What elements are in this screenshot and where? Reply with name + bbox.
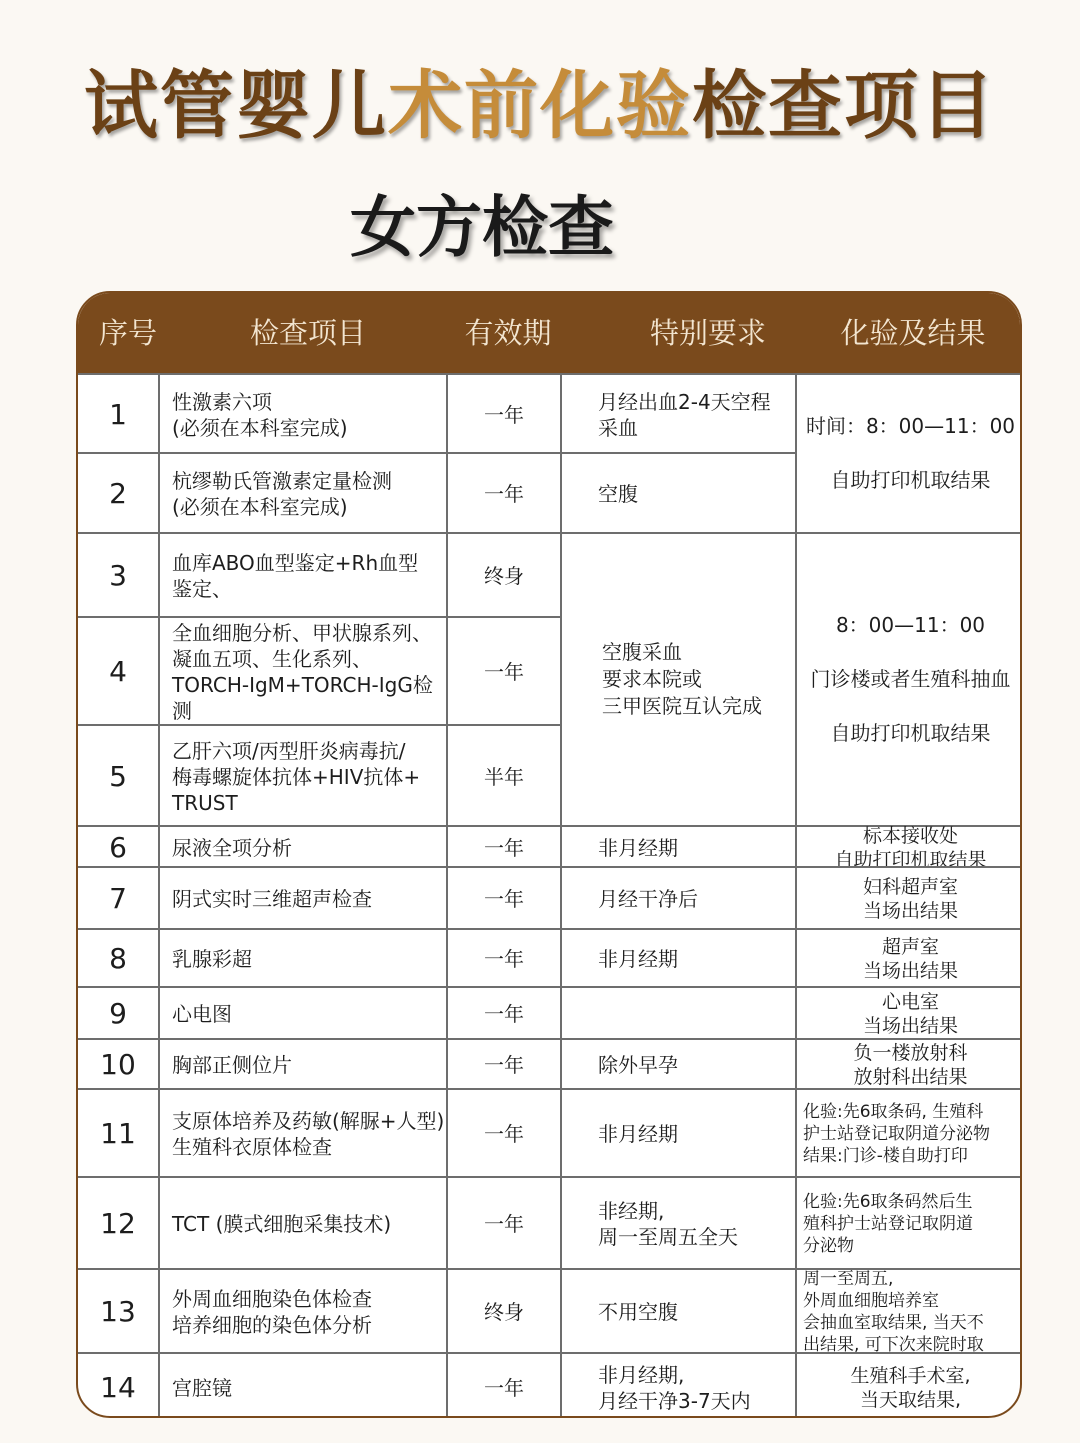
special-requirement: 非月经期	[562, 930, 797, 988]
header-requirement: 特别要求	[649, 316, 766, 350]
validity-period: 一年	[448, 1040, 562, 1090]
page-title: 试管婴儿术前化验检查项目	[84, 63, 996, 149]
row-number: 14	[78, 1354, 160, 1418]
result-merged-1-2: 时间：8：00—11：00 自助打印机取结果	[797, 375, 1022, 532]
exam-item: 胸部正侧位片	[160, 1040, 448, 1090]
validity-period: 一年	[448, 618, 562, 726]
row-number: 9	[78, 988, 160, 1040]
validity-period: 一年	[448, 868, 562, 930]
validity-period: 半年	[448, 726, 562, 827]
validity-period: 一年	[448, 988, 562, 1040]
result-info: 妇科超声室 当场出结果	[862, 876, 958, 922]
validity-period: 一年	[448, 1354, 562, 1418]
row-number: 12	[78, 1178, 160, 1270]
header-no: 序号	[98, 316, 157, 350]
validity-period: 一年	[448, 930, 562, 988]
special-requirement	[562, 988, 797, 1040]
validity-period: 一年	[448, 1178, 562, 1270]
result-info: 生殖科手术室, 当天取结果,	[850, 1365, 971, 1411]
validity-period: 终身	[448, 1270, 562, 1354]
special-requirement: 月经干净后	[562, 868, 797, 930]
exam-item: 乳腺彩超	[160, 930, 448, 988]
result-info: 超声室 当场出结果	[862, 936, 958, 982]
table-row	[78, 824, 1022, 871]
table-row	[78, 1038, 1022, 1090]
row-number: 13	[78, 1270, 160, 1354]
special-requirement: 不用空腹	[562, 1270, 797, 1354]
table-row	[78, 1176, 1022, 1270]
special-requirement: 非月经期	[562, 827, 797, 868]
row-number: 7	[78, 868, 160, 930]
special-requirement: 月经出血2-4天空程 采血	[562, 375, 797, 454]
result-merged-3-5: 8：00—11：00 门诊楼或者生殖科抽血 自助打印机取结果	[797, 534, 1022, 825]
row-number: 5	[78, 726, 160, 827]
table-row	[78, 986, 1022, 1040]
table-row	[78, 1352, 1022, 1418]
special-requirement: 空腹	[562, 454, 797, 534]
exam-item: 乙肝六项/丙型肝炎病毒抗/ 梅毒螺旋体抗体+HIV抗体+ TRUST	[160, 726, 448, 827]
exam-item: 全血细胞分析、甲状腺系列、 凝血五项、生化系列、 TORCH-IgM+TORCH-IgG检测	[160, 618, 448, 726]
special-requirement: 非月经期, 月经干净3-7天内	[562, 1354, 797, 1418]
section-title: 女方检查	[350, 189, 614, 266]
row-number: 2	[78, 454, 160, 534]
table-row	[78, 1268, 1022, 1354]
validity-period: 终身	[448, 534, 562, 618]
exam-item: 心电图	[160, 988, 448, 1040]
row-number: 6	[78, 827, 160, 868]
table-header	[78, 293, 1022, 373]
validity-period: 一年	[448, 375, 562, 454]
exam-item: TCT (膜式细胞采集技术)	[160, 1178, 448, 1270]
validity-period: 一年	[448, 827, 562, 868]
requirement-merged-3-5: 空腹采血 要求本院或 三甲医院互认完成	[562, 534, 797, 825]
result-info: 负一楼放射科 放射科出结果	[853, 1042, 968, 1088]
row-number: 1	[78, 375, 160, 454]
row-number: 10	[78, 1040, 160, 1090]
validity-period: 一年	[448, 454, 562, 534]
result-info: 心电室 当场出结果	[862, 991, 958, 1037]
exam-item: 杭缪勒氏管激素定量检测 (必须在本科室完成)	[160, 454, 448, 534]
header-item: 检查项目	[249, 316, 366, 350]
table-row	[78, 866, 1022, 930]
special-requirement: 除外早孕	[562, 1040, 797, 1090]
header-validity: 有效期	[464, 316, 552, 350]
exam-item: 血库ABO血型鉴定+Rh血型 鉴定、	[160, 534, 448, 618]
table-row	[78, 928, 1022, 988]
result-info: 化验:先6取条码然后生 殖科护士站登记取阴道 分泌物	[803, 1192, 973, 1256]
row-number: 4	[78, 618, 160, 726]
result-info: 周一至周五, 外周血细胞培养室 会抽血室取结果, 当天不 出结果, 可下次来院时取	[803, 1269, 984, 1355]
exam-item: 尿液全项分析	[160, 827, 448, 868]
header-result: 化验及结果	[840, 316, 986, 350]
exam-item: 宫腔镜	[160, 1354, 448, 1418]
table-row	[78, 1088, 1022, 1178]
row-number: 3	[78, 534, 160, 618]
result-info: 标本接收处 自助打印机取结果	[834, 824, 987, 871]
exam-item: 阴式实时三维超声检查	[160, 868, 448, 930]
row-number: 11	[78, 1090, 160, 1178]
row-number: 8	[78, 930, 160, 988]
special-requirement: 非经期, 周一至周五全天	[562, 1178, 797, 1270]
exam-item: 支原体培养及药敏(解脲+人型) 生殖科衣原体检查	[160, 1090, 448, 1178]
validity-period: 一年	[448, 1090, 562, 1178]
exam-item: 性激素六项 (必须在本科室完成)	[160, 375, 448, 454]
special-requirement: 非月经期	[562, 1090, 797, 1178]
exam-table	[76, 291, 1022, 1418]
result-info: 化验:先6取条码, 生殖科 护士站登记取阴道分泌物 结果:门诊-楼自助打印	[803, 1102, 990, 1166]
exam-item: 外周血细胞染色体检查 培养细胞的染色体分析	[160, 1270, 448, 1354]
